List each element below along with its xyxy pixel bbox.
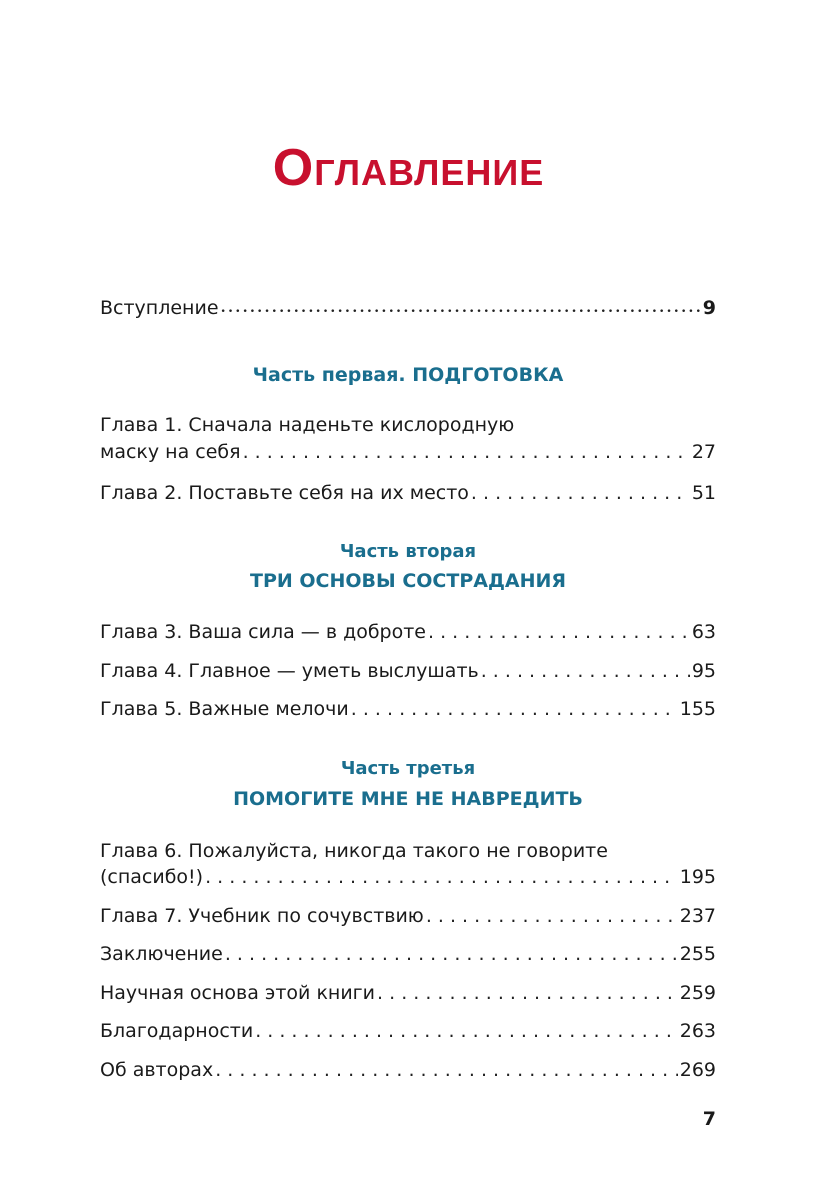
toc-entry-page: 95	[691, 660, 716, 682]
toc-entry-conclusion	[100, 939, 716, 969]
toc-entry-page: 63	[691, 621, 716, 643]
toc-entry-acknowledgments	[100, 1016, 716, 1046]
toc-entry-label: Благодарности	[100, 1020, 254, 1042]
toc-entry-chapter-1	[100, 437, 716, 467]
part-subheading-2: ТРИ ОСНОВЫ СОСТРАДАНИЯ	[249, 570, 567, 592]
toc-entry-label: Вступление	[100, 297, 219, 319]
toc-entry-label: Заключение	[100, 943, 223, 965]
toc-entry-label: Научная основа этой книги	[100, 982, 376, 1004]
leader-dots	[428, 617, 690, 647]
toc-entry-page: 155	[679, 698, 716, 720]
toc-entry-label: Глава 2. Поставьте себя на их место	[100, 482, 469, 504]
toc-entry-label: Глава 7. Учебник по сочувствию	[100, 905, 424, 927]
leader-dots	[426, 901, 678, 931]
leader-dots	[215, 1055, 678, 1085]
toc-entry-science	[100, 978, 716, 1008]
leader-dots	[255, 1016, 678, 1046]
toc-entry-intro	[100, 293, 716, 323]
page-number: 7	[702, 1108, 716, 1130]
toc-entry-label: маску на себя	[100, 441, 241, 463]
part-subheading-3: ПОМОГИТЕ МНЕ НЕ НАВРЕДИТЬ	[233, 788, 583, 810]
toc-entry-page: 255	[679, 943, 716, 965]
toc-entry-page: 259	[679, 982, 716, 1004]
toc-entry-line1: Глава 6. Пожалуйста, никогда такого не говорите	[100, 840, 608, 862]
leader-dots	[205, 862, 678, 892]
toc-entry-chapter-4	[100, 656, 716, 686]
toc-entry-page: 27	[691, 441, 716, 463]
part-heading-3: Часть третья	[340, 758, 476, 779]
toc-entry-label: Глава 5. Важные мелочи	[100, 698, 349, 720]
leader-dots	[243, 437, 690, 467]
part-heading-2: Часть вторая	[339, 541, 477, 562]
toc-entry-line1: Глава 1. Сначала наденьте кислородную	[100, 414, 515, 436]
toc-entry-chapter-2	[100, 478, 716, 508]
leader-dots	[481, 656, 690, 686]
leader-dots	[471, 478, 690, 508]
toc-entry-page: 195	[679, 866, 716, 888]
toc-entry-chapter-5	[100, 694, 716, 724]
leader-dots	[225, 939, 678, 969]
toc-entry-chapter-6	[100, 862, 716, 892]
toc-entry-chapter-3	[100, 617, 716, 647]
toc-entry-page: 237	[679, 905, 716, 927]
leader-dots	[377, 978, 678, 1008]
toc-entry-authors	[100, 1055, 716, 1085]
toc-entry-chapter-7	[100, 901, 716, 931]
toc-entry-page: 269	[679, 1059, 716, 1081]
leader-dots	[351, 694, 678, 724]
part-heading-1: Часть первая. ПОДГОТОВКА	[252, 364, 564, 386]
toc-entry-page: 263	[679, 1020, 716, 1042]
toc-entry-page: 9	[702, 297, 716, 319]
toc-entry-label: (спасибо!)	[100, 866, 204, 888]
toc-entry-label: Глава 4. Главное — уметь выслушать	[100, 660, 479, 682]
leader-dots	[221, 293, 701, 327]
toc-entry-label: Об авторах	[100, 1059, 214, 1081]
toc-entry-label: Глава 3. Ваша сила — в доброте	[100, 621, 426, 643]
page-title: Оглавление	[272, 139, 545, 197]
toc-entry-page: 51	[691, 482, 716, 504]
